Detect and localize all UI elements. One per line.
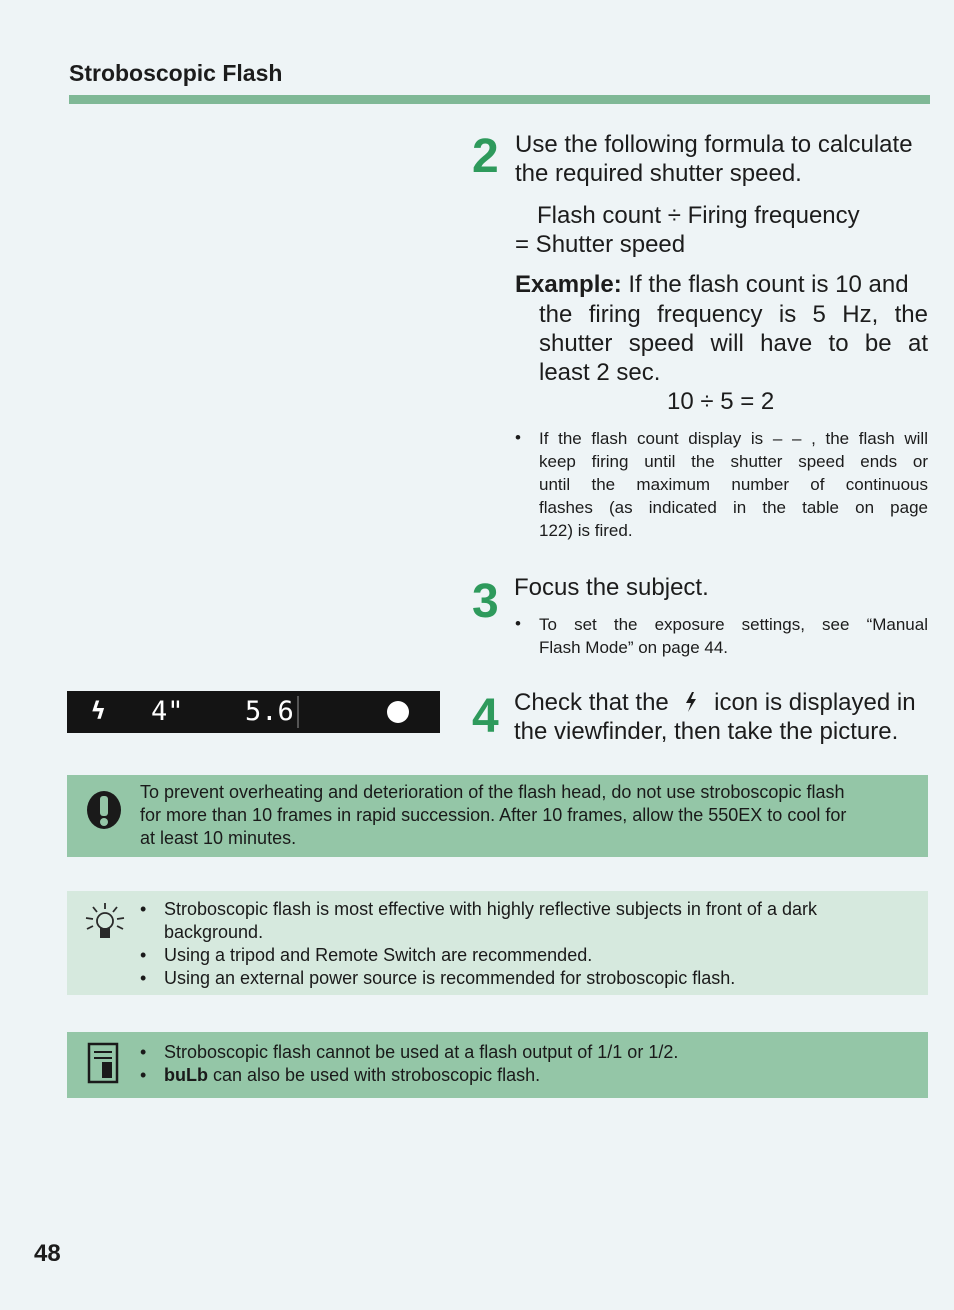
caution-line: at least 10 minutes. <box>140 828 297 848</box>
tip-item: • Using a tripod and Remote Switch are recommended. <box>140 944 910 967</box>
lightbulb-icon <box>83 901 127 941</box>
tips-list <box>140 898 910 990</box>
note-line: If the flash count display is – – , the flash will <box>539 429 928 448</box>
flash-symbol-icon: ϟ <box>91 697 106 725</box>
bulb-label: buLb <box>164 1065 208 1085</box>
header-rule <box>69 95 930 104</box>
step-4-line-1b: icon is displayed in <box>714 689 916 716</box>
example-calculation: 10 ÷ 5 = 2 <box>667 388 775 415</box>
example-line-2: the firing frequency is 5 Hz, the <box>539 301 928 328</box>
notes-list <box>140 1041 910 1087</box>
note-item-text: can also be used with stroboscopic flash. <box>207 1065 541 1085</box>
step-3-text: Focus the subject. <box>514 574 709 601</box>
caution-line: for more than 10 frames in rapid succession. After 10 frames, allow the 550EX to cool for <box>140 805 847 825</box>
tips-box <box>67 891 928 995</box>
step-4-text <box>514 688 916 746</box>
formula-line-2: = Shutter speed <box>515 231 686 258</box>
example-line-1 <box>515 270 928 300</box>
note-line: To set the exposure settings, see “Manual <box>539 615 928 634</box>
note-line: until the maximum number of continuous <box>539 475 928 494</box>
caution-icon <box>85 789 123 831</box>
shutter-speed-readout: 4" <box>151 696 184 727</box>
example-text-1: If the flash count is 10 and <box>628 271 909 298</box>
caution-text <box>140 781 846 850</box>
focus-confirmation-icon <box>387 701 409 723</box>
example-label: Example: <box>515 271 622 298</box>
tip-item: • Stroboscopic flash is most effective with highly reflective subjects in front of a dark background. <box>140 898 910 944</box>
note-line: flashes (as indicated in the table on page <box>539 498 928 517</box>
step-4-line-2: the viewfinder, then take the picture. <box>514 718 899 745</box>
note-line: 122) is fired. <box>539 521 633 540</box>
note-line: Flash Mode” on page 44. <box>539 638 729 657</box>
notes-box <box>67 1032 928 1098</box>
note-item <box>140 1064 910 1087</box>
note-item: • Stroboscopic flash cannot be used at a flash output of 1/1 or 1/2. <box>140 1041 910 1064</box>
step-number-3: 3 <box>472 575 499 628</box>
flash-bolt-icon <box>683 691 699 713</box>
step-4-line-1a: Check that the <box>514 689 669 716</box>
step-2-text <box>515 130 913 188</box>
step-4-line-1 <box>514 688 916 717</box>
caution-line: To prevent overheating and deterioration of the flash head, do not use stroboscopic flash <box>140 782 845 802</box>
section-title: Stroboscopic Flash <box>69 60 283 86</box>
example-line-4: least 2 sec. <box>539 359 661 386</box>
lcd-divider <box>297 696 299 728</box>
page-number: 48 <box>34 1240 61 1267</box>
bullet: • <box>515 614 521 633</box>
example-line-3: shutter speed will have to be at <box>539 330 928 357</box>
tip-item: • Using an external power source is recommended for stroboscopic flash. <box>140 967 910 990</box>
formula-line-1: Flash count ÷ Firing frequency <box>537 202 860 229</box>
note-line: keep firing until the shutter speed ends or <box>539 452 928 471</box>
step-2-line-2: the required shutter speed. <box>515 160 802 187</box>
step-3-note <box>539 613 928 659</box>
bullet: • <box>515 428 521 447</box>
aperture-readout: 5.6 <box>245 696 294 727</box>
caution-box <box>67 775 928 857</box>
step-number-4: 4 <box>472 690 499 743</box>
step-2-note <box>539 427 928 542</box>
memo-icon <box>87 1042 119 1084</box>
step-number-2: 2 <box>472 130 499 183</box>
step-2-line-1: Use the following formula to calculate <box>515 131 913 158</box>
viewfinder-display <box>67 691 440 733</box>
